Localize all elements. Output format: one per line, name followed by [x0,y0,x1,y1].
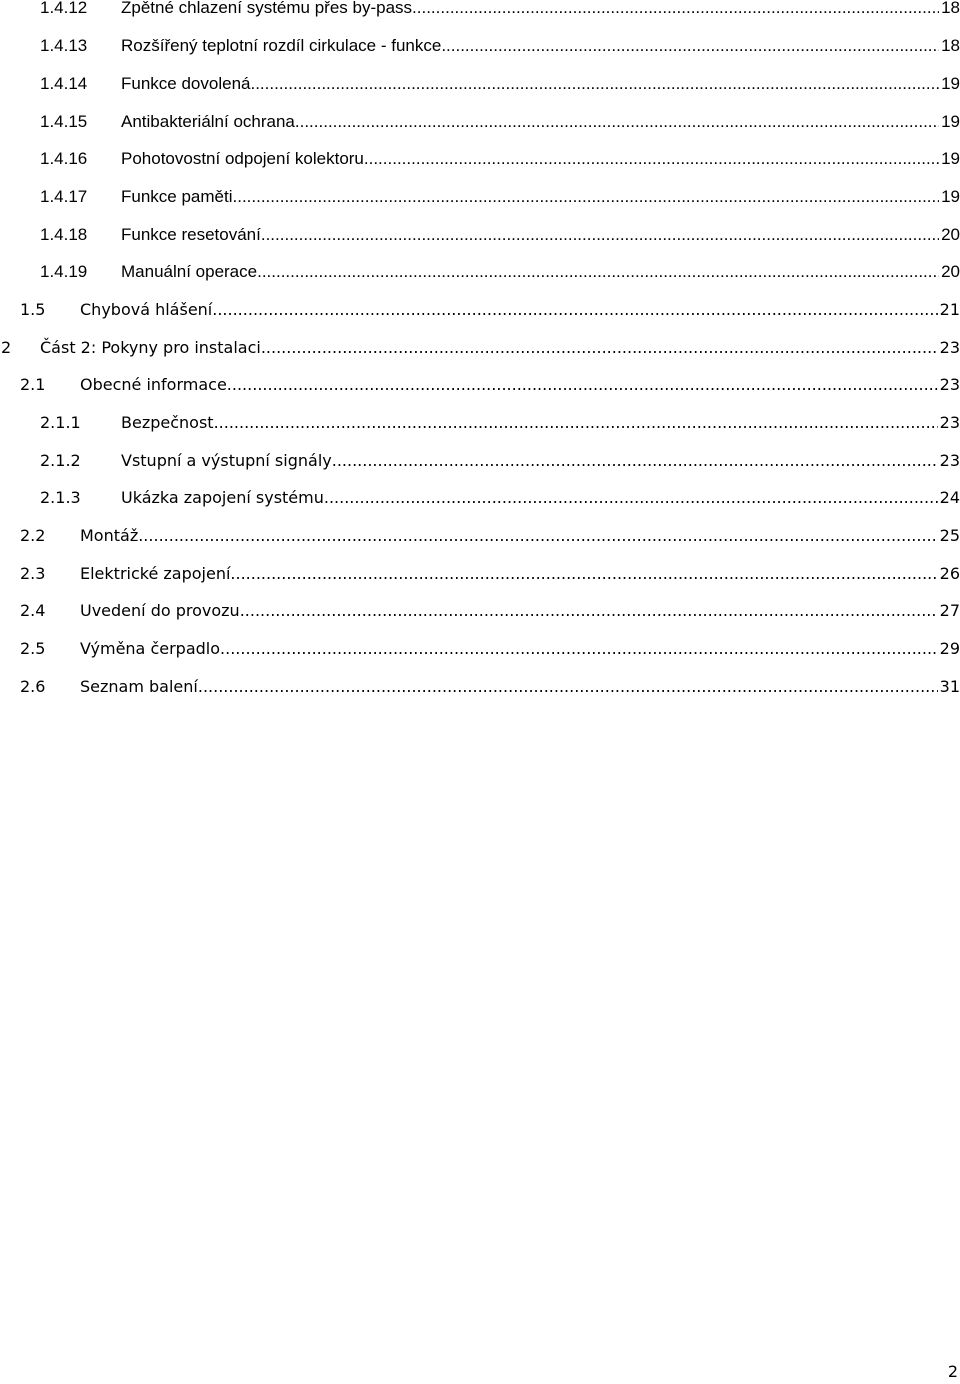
toc-leader-dots [364,146,939,172]
toc-entry[interactable] [0,448,960,474]
toc-leader-dots [198,674,938,700]
toc-entry-page: 27 [939,601,960,620]
toc-entry-number: 1.4.16 [40,149,88,168]
toc-entry-page: 19 [941,149,960,168]
toc-entry-title: Část 2: Pokyny pro instalaci [40,338,261,357]
toc-entry[interactable] [0,410,960,436]
toc-entry[interactable] [0,71,960,97]
toc-leader-dots [412,0,939,21]
toc-entry-page: 23 [939,375,960,394]
toc-entry-number: 2.5 [20,639,46,658]
toc-entry[interactable] [0,222,960,248]
toc-entry-title: Funkce dovolená [121,74,251,93]
toc-entry-number: 2.1.3 [40,488,81,507]
toc-leader-dots [261,222,939,248]
toc-leader-dots [230,561,937,587]
toc-entry-title: Manuální operace [121,262,258,281]
toc-entry-title: Elektrické zapojení [80,564,231,583]
toc-entry[interactable] [0,485,960,511]
toc-entry-title: Zpětné chlazení systému přes by-pass [121,0,413,17]
toc-entry-page: 23 [939,413,960,432]
toc-entry-title: Seznam balení [80,677,198,696]
toc-entry[interactable] [0,523,960,549]
toc-entry-number: 1.4.15 [40,112,88,131]
toc-entry-title: Výměna čerpadlo [80,639,221,658]
toc-leader-dots [324,485,938,511]
footer-page-number: 2 [947,1362,958,1381]
toc-entry-page: 31 [939,677,960,696]
toc-entry-number: 2.4 [20,601,46,620]
toc-entry[interactable] [0,33,960,59]
toc-leader-dots [233,184,940,210]
toc-leader-dots [332,448,938,474]
toc-entry-number: 2.3 [20,564,46,583]
toc-entry-title: Funkce resetování [121,225,261,244]
toc-entry[interactable] [0,561,960,587]
toc-entry-title: Ukázka zapojení systému [121,488,324,507]
toc-entry-page: 23 [939,451,960,470]
toc-entry-page: 18 [941,0,960,17]
toc-entry-page: 19 [941,187,960,206]
toc-entry-title: Rozšířený teplotní rozdíl cirkulace - funkce [121,36,442,55]
toc-entry-number: 1.5 [20,300,46,319]
toc-entry-number: 2.1.2 [40,451,81,470]
toc-entry[interactable] [0,636,960,662]
toc-entry-page: 23 [939,338,960,357]
toc-entry-title: Pohotovostní odpojení kolektoru [121,149,364,168]
toc-entry-title: Bezpečnost [121,413,214,432]
toc-leader-dots [257,259,939,285]
toc-entry-number: 1.4.17 [40,187,88,206]
toc-leader-dots [220,636,938,662]
toc-entry-page: 20 [941,262,960,281]
toc-entry[interactable] [0,598,960,624]
toc-entry-number: 2.1.1 [40,413,81,432]
toc-entry-page: 20 [941,225,960,244]
toc-entry-title: Obecné informace [80,375,227,394]
toc-leader-dots [214,410,938,436]
toc-entry-number: 1.4.12 [40,0,88,17]
toc-entry-page: 25 [939,526,960,545]
toc-entry[interactable] [0,146,960,172]
toc-leader-dots [240,598,938,624]
toc-entry-page: 24 [939,488,960,507]
toc-entry-number: 2.2 [20,526,46,545]
toc-entry-title: Chybová hlášení [80,300,213,319]
toc-entry-number: 1.4.13 [40,36,88,55]
toc-entry-number: 1.4.14 [40,74,88,93]
toc-entry[interactable] [0,335,960,361]
toc-entry[interactable] [0,674,960,700]
toc-entry[interactable] [0,0,960,21]
toc-entry[interactable] [0,109,960,135]
toc-entry-number: 2.6 [20,677,46,696]
toc-leader-dots [227,372,938,398]
toc-entry-title: Montáž [80,526,139,545]
toc-entry-number: 1.4.19 [40,262,88,281]
toc-leader-dots [441,33,939,59]
toc-entry-number: 1.4.18 [40,225,88,244]
toc-leader-dots [212,297,937,323]
toc-leader-dots [295,109,939,135]
toc-entry-page: 19 [941,112,960,131]
toc-entry-page: 26 [939,564,960,583]
toc-entry-title: Antibakteriální ochrana [121,112,295,131]
toc-leader-dots [138,523,937,549]
toc-entry[interactable] [0,297,960,323]
toc-entry-title: Funkce paměti [121,187,233,206]
toc-entry-page: 19 [941,74,960,93]
toc-entry[interactable] [0,259,960,285]
toc-entry[interactable] [0,184,960,210]
toc-leader-dots [250,71,939,97]
toc-entry-page: 29 [939,639,960,658]
toc-entry-page: 21 [939,300,960,319]
toc-leader-dots [261,335,938,361]
toc-entry[interactable] [0,372,960,398]
toc-entry-number: 2 [1,338,12,357]
toc-entry-number: 2.1 [20,375,46,394]
toc-entry-page: 18 [941,36,960,55]
toc-entry-title: Uvedení do provozu [80,601,240,620]
toc-entry-title: Vstupní a výstupní signály [121,451,332,470]
